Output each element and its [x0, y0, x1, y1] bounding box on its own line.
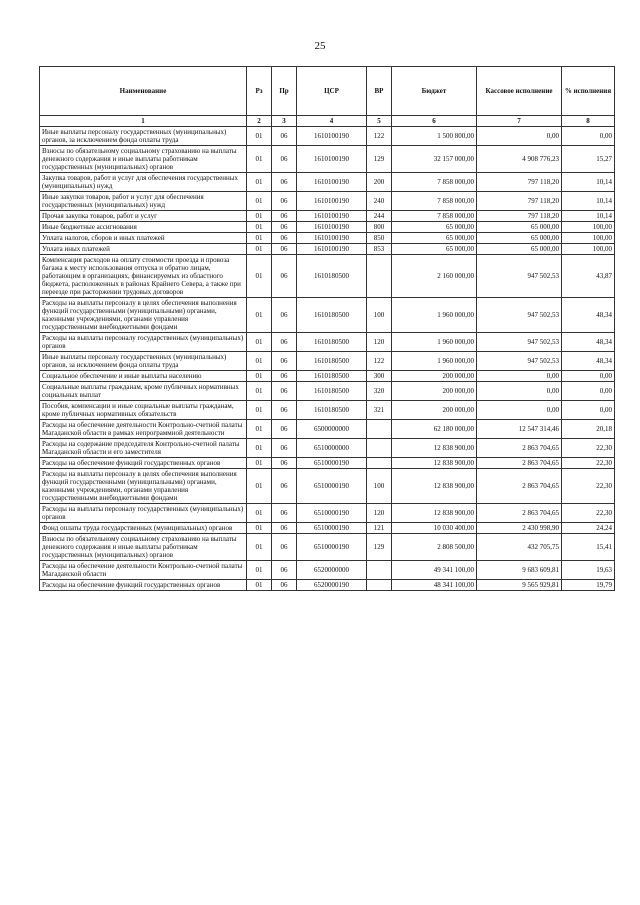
cell-budget: 7 858 000,00	[392, 173, 477, 192]
cell-csr: 1610180500	[297, 333, 367, 352]
cell-pct: 10,14	[562, 173, 615, 192]
cell-csr: 1610100190	[297, 146, 367, 173]
cell-budget: 200 000,00	[392, 382, 477, 401]
table-row	[40, 352, 615, 371]
column-number: 1	[40, 116, 247, 127]
table-row	[40, 173, 615, 192]
cell-pct: 19,79	[562, 580, 615, 591]
cell-name: Социальное обеспечение и иные выплаты населению	[40, 371, 247, 382]
header-pr: Пр	[272, 67, 297, 116]
cell-cash: 2 863 704,65	[477, 504, 562, 523]
cell-rz: 01	[247, 504, 272, 523]
cell-cash: 797 118,20	[477, 192, 562, 211]
cell-cash: 65 000,00	[477, 244, 562, 255]
cell-csr: 6500000000	[297, 420, 367, 439]
cell-budget: 7 858 000,00	[392, 192, 477, 211]
cell-vr: 129	[367, 534, 392, 561]
cell-pr: 06	[272, 561, 297, 580]
cell-pr: 06	[272, 192, 297, 211]
cell-pct: 15,27	[562, 146, 615, 173]
cell-name: Иные закупки товаров, работ и услуг для обеспечения государственных (муниципальных) нужд	[40, 192, 247, 211]
cell-vr: 129	[367, 146, 392, 173]
table-row	[40, 371, 615, 382]
cell-vr: 121	[367, 523, 392, 534]
cell-pct: 48,34	[562, 352, 615, 371]
table-row	[40, 192, 615, 211]
cell-budget: 62 180 000,00	[392, 420, 477, 439]
table-row	[40, 458, 615, 469]
cell-name: Социальные выплаты гражданам, кроме публичных нормативных социальных выплат	[40, 382, 247, 401]
cell-csr: 1610180500	[297, 298, 367, 333]
column-number: 4	[297, 116, 367, 127]
cell-budget: 65 000,00	[392, 233, 477, 244]
cell-cash: 4 908 776,23	[477, 146, 562, 173]
cell-name: Взносы по обязательному социальному страхованию на выплаты денежного содержания и иные выплаты работникам государственных (муниципальных) органов	[40, 146, 247, 173]
cell-csr: 1610100190	[297, 192, 367, 211]
cell-name: Уплата налогов, сборов и иных платежей	[40, 233, 247, 244]
header-vr: ВР	[367, 67, 392, 116]
cell-name: Иные выплаты персоналу государственных (муниципальных) органов, за исключением фонда оплаты труда	[40, 352, 247, 371]
cell-pct: 10,14	[562, 211, 615, 222]
table-row	[40, 523, 615, 534]
cell-csr: 1610180500	[297, 401, 367, 420]
cell-budget: 12 838 900,00	[392, 458, 477, 469]
cell-rz: 01	[247, 127, 272, 146]
header-budget: Бюджет	[392, 67, 477, 116]
cell-vr	[367, 255, 392, 298]
cell-pr: 06	[272, 439, 297, 458]
cell-rz: 01	[247, 580, 272, 591]
cell-cash: 947 502,53	[477, 352, 562, 371]
header-csr: ЦСР	[297, 67, 367, 116]
cell-pr: 06	[272, 523, 297, 534]
cell-pct: 48,34	[562, 333, 615, 352]
header-rz: Рз	[247, 67, 272, 116]
table-body	[40, 127, 615, 591]
cell-rz: 01	[247, 401, 272, 420]
cell-pct: 43,87	[562, 255, 615, 298]
cell-vr: 244	[367, 211, 392, 222]
cell-budget: 1 500 800,00	[392, 127, 477, 146]
cell-csr: 6510000000	[297, 439, 367, 458]
column-number: 7	[477, 116, 562, 127]
cell-pct: 22,30	[562, 439, 615, 458]
table-row	[40, 504, 615, 523]
cell-csr: 1610100190	[297, 244, 367, 255]
cell-cash: 0,00	[477, 127, 562, 146]
cell-pr: 06	[272, 298, 297, 333]
column-number: 8	[562, 116, 615, 127]
cell-cash: 947 502,53	[477, 298, 562, 333]
cell-rz: 01	[247, 244, 272, 255]
cell-pr: 06	[272, 458, 297, 469]
cell-pr: 06	[272, 469, 297, 504]
cell-name: Расходы на обеспечение функций государственных органов	[40, 458, 247, 469]
cell-name: Взносы по обязательному социальному страхованию на выплаты денежного содержания и иные выплаты работникам государственных (муниципальных) органов	[40, 534, 247, 561]
cell-name: Компенсация расходов на оплату стоимости проезда и провоза багажа к месту использования отпуска и обратно лицам, работающим в организациях, финансируемых из областного бюджета, расположенных в районах Крайнего Севера, а также при переезде при расторжении трудовых договоров	[40, 255, 247, 298]
cell-pct: 100,00	[562, 222, 615, 233]
column-number: 6	[392, 116, 477, 127]
cell-pr: 06	[272, 534, 297, 561]
cell-pr: 06	[272, 371, 297, 382]
cell-pct: 10,14	[562, 192, 615, 211]
cell-name: Прочая закупка товаров, работ и услуг	[40, 211, 247, 222]
cell-pct: 0,00	[562, 127, 615, 146]
cell-budget: 2 808 500,00	[392, 534, 477, 561]
cell-csr: 1610180500	[297, 382, 367, 401]
cell-rz: 01	[247, 255, 272, 298]
cell-name: Расходы на содержание председателя Контрольно-счетной палаты Магаданской области и его заместителя	[40, 439, 247, 458]
table-row	[40, 211, 615, 222]
cell-budget: 1 960 000,00	[392, 333, 477, 352]
table-row	[40, 233, 615, 244]
cell-rz: 01	[247, 458, 272, 469]
table-row	[40, 244, 615, 255]
cell-name: Расходы на выплаты персоналу государственных (муниципальных) органов	[40, 333, 247, 352]
cell-pct: 24,24	[562, 523, 615, 534]
cell-vr: 122	[367, 127, 392, 146]
cell-pr: 06	[272, 127, 297, 146]
cell-cash: 947 502,53	[477, 333, 562, 352]
cell-cash: 9 683 609,81	[477, 561, 562, 580]
cell-csr: 1610100190	[297, 222, 367, 233]
cell-csr: 6510000190	[297, 534, 367, 561]
table-row	[40, 469, 615, 504]
cell-vr	[367, 580, 392, 591]
cell-csr: 6510000190	[297, 504, 367, 523]
cell-rz: 01	[247, 352, 272, 371]
cell-cash: 65 000,00	[477, 233, 562, 244]
header-row	[40, 67, 615, 116]
cell-rz: 01	[247, 298, 272, 333]
table-row	[40, 534, 615, 561]
cell-pr: 06	[272, 173, 297, 192]
cell-vr: 321	[367, 401, 392, 420]
cell-cash: 797 118,20	[477, 211, 562, 222]
cell-vr	[367, 561, 392, 580]
table-row	[40, 580, 615, 591]
cell-pr: 06	[272, 233, 297, 244]
cell-name: Расходы на обеспечение деятельности Контрольно-счетной палаты Магаданской области	[40, 561, 247, 580]
cell-cash: 797 118,20	[477, 173, 562, 192]
cell-csr: 1610180500	[297, 371, 367, 382]
cell-csr: 6510000190	[297, 523, 367, 534]
cell-name: Иные бюджетные ассигнования	[40, 222, 247, 233]
cell-rz: 01	[247, 233, 272, 244]
cell-rz: 01	[247, 523, 272, 534]
table-row	[40, 401, 615, 420]
cell-csr: 1610100190	[297, 233, 367, 244]
cell-pct: 22,30	[562, 458, 615, 469]
cell-cash: 0,00	[477, 382, 562, 401]
cell-csr: 1610100190	[297, 127, 367, 146]
cell-cash: 947 502,53	[477, 255, 562, 298]
cell-pct: 22,30	[562, 469, 615, 504]
cell-name: Уплата иных платежей	[40, 244, 247, 255]
cell-cash: 65 000,00	[477, 222, 562, 233]
header-cash: Кассовое исполнение	[477, 67, 562, 116]
cell-name: Расходы на обеспечение функций государственных органов	[40, 580, 247, 591]
table-row	[40, 420, 615, 439]
column-number: 5	[367, 116, 392, 127]
cell-pct: 100,00	[562, 244, 615, 255]
cell-pct: 0,00	[562, 371, 615, 382]
header-pct: % исполнения	[562, 67, 615, 116]
cell-budget: 12 838 900,00	[392, 469, 477, 504]
cell-pct: 15,41	[562, 534, 615, 561]
cell-rz: 01	[247, 439, 272, 458]
cell-csr: 1610100190	[297, 173, 367, 192]
cell-rz: 01	[247, 420, 272, 439]
cell-rz: 01	[247, 382, 272, 401]
cell-pr: 06	[272, 222, 297, 233]
cell-vr: 120	[367, 333, 392, 352]
cell-name: Пособия, компенсации и иные социальные выплаты гражданам, кроме публичных нормативных обязательств	[40, 401, 247, 420]
cell-vr: 320	[367, 382, 392, 401]
cell-name: Расходы на выплаты персоналу в целях обеспечения выполнения функций государственными (муниципальными) органами, казенными учреждениями, органами управления государственными внебюджетными фондами	[40, 469, 247, 504]
cell-name: Закупка товаров, работ и услуг для обеспечения государственных (муниципальных) нужд	[40, 173, 247, 192]
cell-pct: 0,00	[562, 382, 615, 401]
cell-cash: 0,00	[477, 371, 562, 382]
cell-vr: 800	[367, 222, 392, 233]
cell-pr: 06	[272, 211, 297, 222]
cell-rz: 01	[247, 561, 272, 580]
cell-budget: 12 838 900,00	[392, 504, 477, 523]
cell-pct: 19,63	[562, 561, 615, 580]
table-row	[40, 255, 615, 298]
cell-pr: 06	[272, 255, 297, 298]
cell-csr: 1610180500	[297, 352, 367, 371]
cell-pr: 06	[272, 382, 297, 401]
cell-pct: 0,00	[562, 401, 615, 420]
cell-pr: 06	[272, 580, 297, 591]
cell-rz: 01	[247, 211, 272, 222]
cell-pr: 06	[272, 401, 297, 420]
cell-csr: 6510000190	[297, 458, 367, 469]
cell-budget: 1 960 000,00	[392, 298, 477, 333]
cell-rz: 01	[247, 534, 272, 561]
cell-vr	[367, 420, 392, 439]
cell-vr	[367, 439, 392, 458]
cell-budget: 49 341 100,00	[392, 561, 477, 580]
cell-budget: 7 858 000,00	[392, 211, 477, 222]
cell-name: Фонд оплаты труда государственных (муниципальных) органов	[40, 523, 247, 534]
cell-name: Расходы на выплаты персоналу в целях обеспечения выполнения функций государственными (муниципальными) органами, казенными учреждениями, органами управления государственными внебюджетными фондами	[40, 298, 247, 333]
cell-rz: 01	[247, 333, 272, 352]
cell-vr: 850	[367, 233, 392, 244]
cell-pct: 100,00	[562, 233, 615, 244]
table-row	[40, 146, 615, 173]
cell-budget: 65 000,00	[392, 222, 477, 233]
table-row	[40, 298, 615, 333]
cell-budget: 1 960 000,00	[392, 352, 477, 371]
cell-budget: 200 000,00	[392, 401, 477, 420]
cell-cash: 2 863 704,65	[477, 469, 562, 504]
cell-vr: 100	[367, 469, 392, 504]
cell-pr: 06	[272, 420, 297, 439]
cell-csr: 1610100190	[297, 211, 367, 222]
budget-execution-table	[39, 66, 615, 591]
cell-rz: 01	[247, 192, 272, 211]
cell-rz: 01	[247, 173, 272, 192]
table-row	[40, 127, 615, 146]
cell-budget: 48 341 100,00	[392, 580, 477, 591]
cell-vr: 853	[367, 244, 392, 255]
table-row	[40, 561, 615, 580]
cell-csr: 1610180500	[297, 255, 367, 298]
cell-pr: 06	[272, 244, 297, 255]
cell-cash: 0,00	[477, 401, 562, 420]
column-number: 2	[247, 116, 272, 127]
cell-cash: 12 547 314,46	[477, 420, 562, 439]
table-row	[40, 222, 615, 233]
cell-vr: 200	[367, 173, 392, 192]
cell-budget: 65 000,00	[392, 244, 477, 255]
cell-budget: 32 157 000,00	[392, 146, 477, 173]
cell-rz: 01	[247, 222, 272, 233]
cell-name: Иные выплаты персоналу государственных (муниципальных) органов, за исключением фонда оплаты труда	[40, 127, 247, 146]
cell-rz: 01	[247, 146, 272, 173]
cell-cash: 2 863 704,65	[477, 439, 562, 458]
table-row	[40, 439, 615, 458]
cell-cash: 2 430 998,90	[477, 523, 562, 534]
cell-rz: 01	[247, 371, 272, 382]
cell-pr: 06	[272, 352, 297, 371]
cell-budget: 10 030 400,00	[392, 523, 477, 534]
cell-budget: 200 000,00	[392, 371, 477, 382]
cell-vr	[367, 458, 392, 469]
cell-pct: 22,30	[562, 504, 615, 523]
cell-budget: 12 838 900,00	[392, 439, 477, 458]
header-name: Наименование	[40, 67, 247, 116]
cell-name: Расходы на обеспечение деятельности Контрольно-счетной палаты Магаданской области в рамках непрограммной деятельности	[40, 420, 247, 439]
cell-cash: 9 565 929,81	[477, 580, 562, 591]
page-number: 25	[314, 40, 326, 52]
column-number-row	[40, 116, 615, 127]
table-row	[40, 382, 615, 401]
cell-vr: 100	[367, 298, 392, 333]
cell-cash: 432 705,75	[477, 534, 562, 561]
table-row	[40, 333, 615, 352]
cell-vr: 240	[367, 192, 392, 211]
cell-vr: 122	[367, 352, 392, 371]
cell-name: Расходы на выплаты персоналу государственных (муниципальных) органов	[40, 504, 247, 523]
cell-csr: 6510000190	[297, 469, 367, 504]
cell-vr: 120	[367, 504, 392, 523]
cell-pr: 06	[272, 333, 297, 352]
cell-budget: 2 160 000,00	[392, 255, 477, 298]
cell-pct: 48,34	[562, 298, 615, 333]
cell-pr: 06	[272, 504, 297, 523]
column-number: 3	[272, 116, 297, 127]
cell-vr: 300	[367, 371, 392, 382]
cell-pct: 20,18	[562, 420, 615, 439]
cell-rz: 01	[247, 469, 272, 504]
cell-csr: 6520000000	[297, 561, 367, 580]
cell-cash: 2 863 704,65	[477, 458, 562, 469]
cell-csr: 6520000190	[297, 580, 367, 591]
cell-pr: 06	[272, 146, 297, 173]
